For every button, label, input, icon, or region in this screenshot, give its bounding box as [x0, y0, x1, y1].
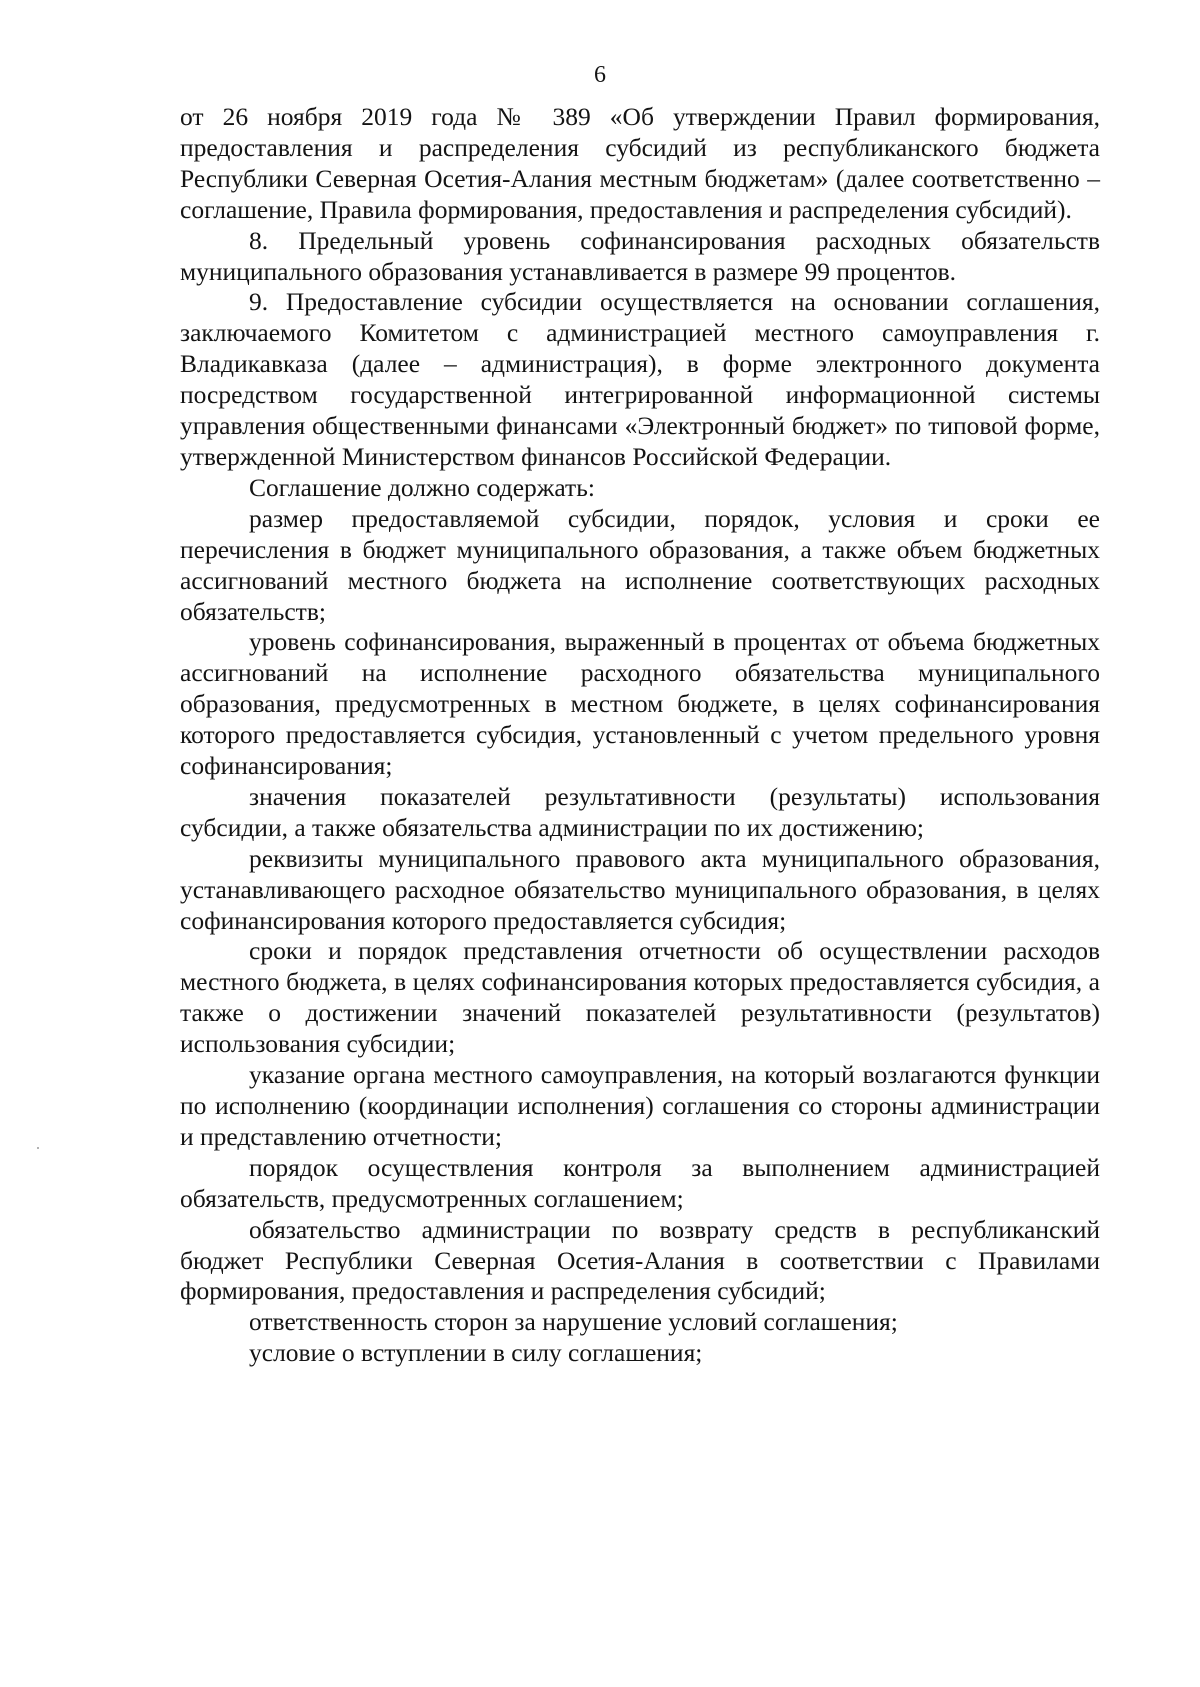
paragraph-agreement-intro: Соглашение должно содержать:	[249, 472, 595, 502]
list-item-cofinancing-level: уровень софинансирования, выраженный в процентах от объема бюджетных ассигнований на исполнение расходного обязательства муниципального образования, предусмотренных в местном бюджете, в целях софинансирования которого предоставляется субсидия, установленный с учетом предельного уровня софинансирования;	[180, 627, 1100, 781]
list-item-performance-indicators: значения показателей результативности (результаты) использования субсидии, а также обязательства администрации по их достижению;	[180, 781, 1100, 842]
list-item-subsidy-size: размер предоставляемой субсидии, порядок, условия и сроки ее перечисления в бюджет муниципального образования, а также объем бюджетных ассигнований местного бюджета на исполнение соответствующих расходных обязательств;	[180, 503, 1100, 626]
paragraph-item-8: 8. Предельный уровень софинансирования расходных обязательств муниципального образования устанавливается в размере 99 процентов.	[180, 225, 1100, 286]
document-body	[180, 102, 1100, 1369]
page-number: 6	[594, 62, 606, 88]
paragraph-item-9: 9. Предоставление субсидии осуществляется на основании соглашения, заключаемого Комитетом с администрацией местного самоуправления г. Владикавказа (далее – администрация), в форме электронного документа посредством государственной интегрированной информационной системы управления общественными финансами «Электронный бюджет» по типовой форме, утвержденной Министерством финансов Российской Федерации.	[180, 287, 1100, 471]
paragraph-continuation: от 26 ноября 2019 года № 389 «Об утверждении Правил формирования, предоставления и распределения субсидий из республиканского бюджета Республики Северная Осетия-Алания местным бюджетам» (далее соответственно – соглашение, Правила формирования, предоставления и распределения субсидий).	[180, 102, 1100, 224]
list-item-reporting-terms: сроки и порядок представления отчетности об осуществлении расходов местного бюджета, в целях софинансирования которых предоставляется субсидия, а также о достижении значений показателей результативности (результатов) использования субсидии;	[180, 936, 1100, 1059]
list-item-entry-into-force: условие о вступлении в силу соглашения;	[249, 1338, 703, 1368]
list-item-legal-act-details: реквизиты муниципального правового акта муниципального образования, устанавливающего расходное обязательство муниципального образования, в целях софинансирования которого предоставляется субсидия;	[180, 843, 1100, 935]
scan-speck	[37, 1147, 39, 1149]
list-item-control-procedure: порядок осуществления контроля за выполнением администрацией обязательств, предусмотренных соглашением;	[180, 1152, 1100, 1213]
list-item-liability: ответственность сторон за нарушение условий соглашения;	[249, 1307, 898, 1337]
list-item-refund-obligation: обязательство администрации по возврату средств в республиканский бюджет Республики Северная Осетия-Алания в соответствии с Правилами формирования, предоставления и распределения субсидий;	[180, 1214, 1100, 1306]
list-item-responsible-body: указание органа местного самоуправления, на который возлагаются функции по исполнению (координации исполнения) соглашения со стороны администрации и представлению отчетности;	[180, 1060, 1100, 1151]
